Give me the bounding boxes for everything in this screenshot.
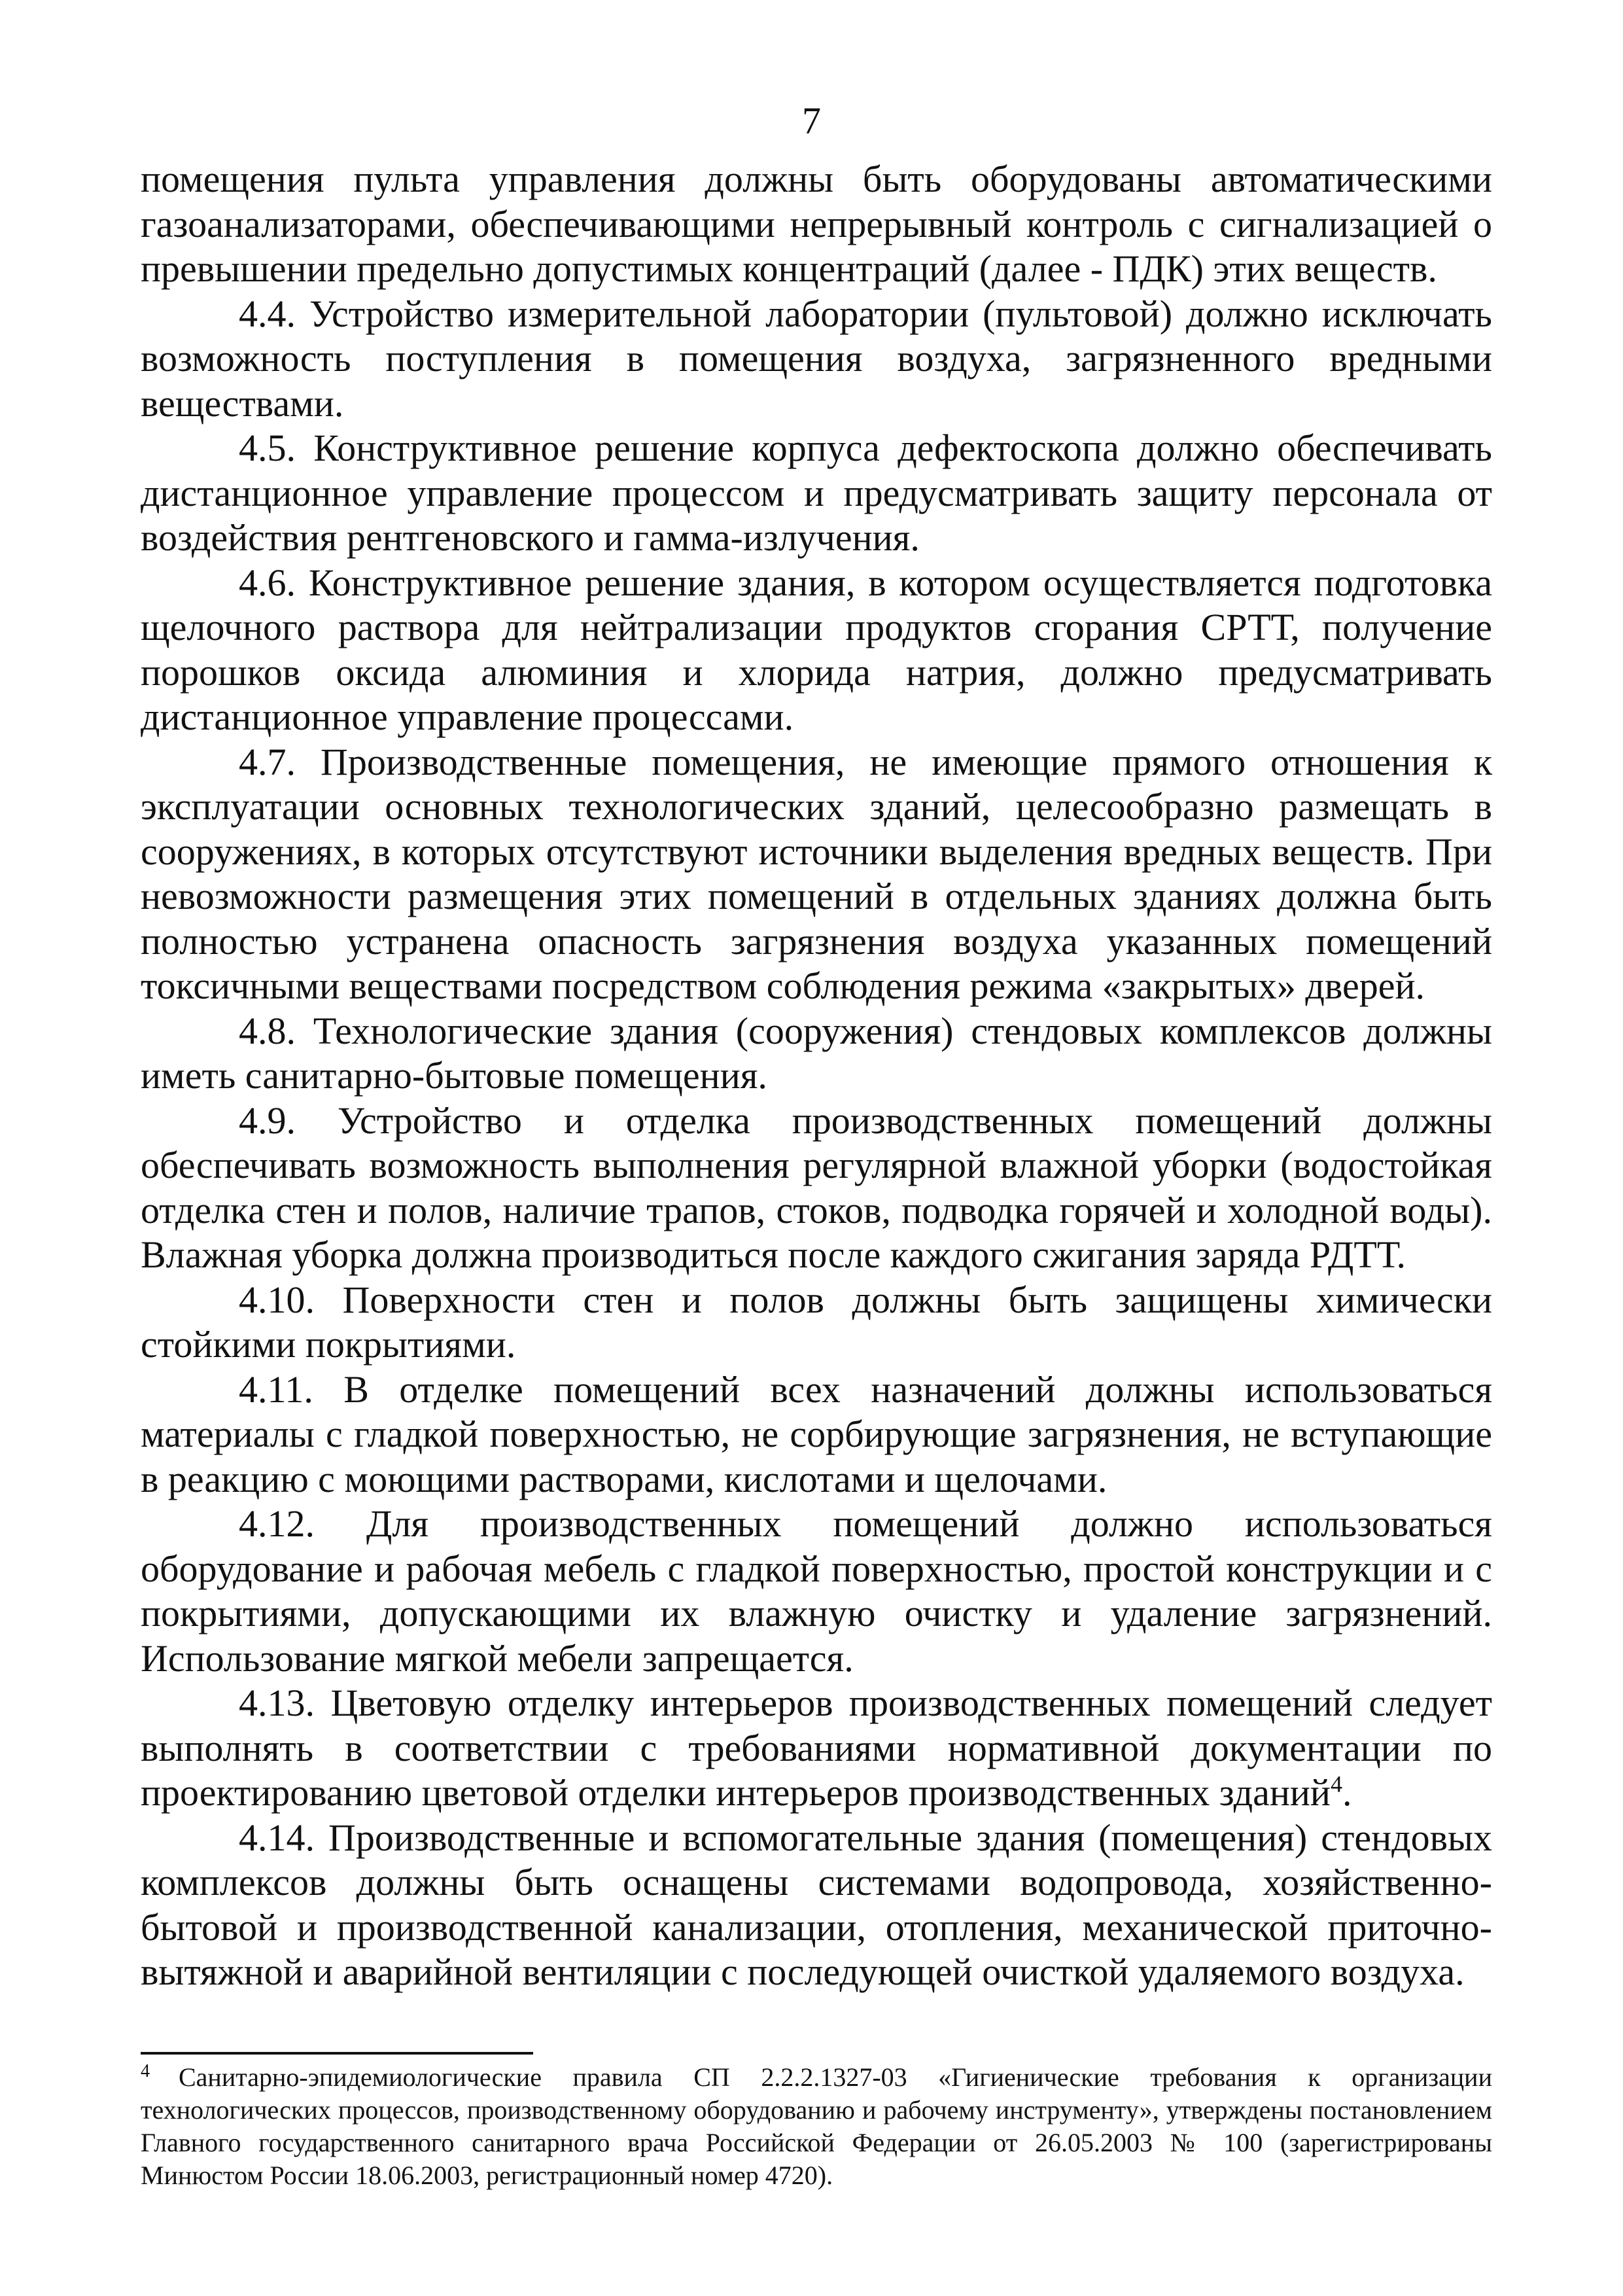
paragraph-4-8: 4.8. Технологические здания (сооружения) стендовых комплексов должны иметь санитарно-бытовые помещения.: [141, 1009, 1492, 1097]
paragraph-4-4: 4.4. Устройство измерительной лаборатории (пультовой) должно исключать возможность поступления в помещения воздуха, загрязненного вредными веществами.: [141, 292, 1492, 425]
paragraph-4-13-tail: .: [1342, 1771, 1352, 1814]
paragraph-4-13-text: 4.13. Цветовую отделку интерьеров производственных помещений следует выполнять в соответствии с требованиями нормативной документации по проектированию цветовой отделки интерьеров производственных зданий: [141, 1682, 1492, 1814]
footnote-reference[interactable]: 4: [1330, 1771, 1342, 1797]
page-number: 7: [802, 99, 821, 142]
paragraph-4-13: [141, 1681, 1492, 1816]
paragraph-continuation: помещения пульта управления должны быть оборудованы автоматическими газоанализаторами, обеспечивающими непрерывный контроль с сигнализацией о превышении предельно допустимых концентраций (далее - ПДК) этих веществ.: [141, 158, 1492, 290]
paragraph-4-6: 4.6. Конструктивное решение здания, в котором осуществляется подготовка щелочного раствора для нейтрализации продуктов сгорания СРТТ, получение порошков оксида алюминия и хлорида натрия, должно предусматривать дистанционное управление процессами.: [141, 561, 1492, 738]
body-text: [141, 157, 1492, 1995]
footnote-mark: 4: [141, 2060, 150, 2081]
paragraph-4-7: 4.7. Производственные помещения, не имеющие прямого отношения к эксплуатации основных технологических зданий, целесообразно размещать в сооружениях, в которых отсутствуют источники выделения вредных веществ. При невозможности размещения этих помещений в отдельных зданиях должна быть полностью устранена опасность загрязнения воздуха указанных помещений токсичными веществами посредством соблюдения режима «закрытых» дверей.: [141, 740, 1492, 1007]
footnote-text: Санитарно-эпидемиологические правила СП 2.2.2.1327-03 «Гигиенические требования к организации технологических процессов, производственному оборудованию и рабочему инструменту», утверждены постановлением Главного государственного санитарного врача Российской Федерации от 26.05.2003 № 100 (зарегистрированы Минюстом России 18.06.2003, регистрационный номер 4720).: [141, 2062, 1492, 2190]
paragraph-4-11: 4.11. В отделке помещений всех назначений должны использоваться материалы с гладкой поверхностью, не сорбирующие загрязнения, не вступающие в реакцию с моющими растворами, кислотами и щелочами.: [141, 1368, 1492, 1500]
paragraph-4-12: 4.12. Для производственных помещений должно использоваться оборудование и рабочая мебель с гладкой поверхностью, простой конструкции и с покрытиями, допускающими их влажную очистку и удаление загрязнений. Использование мягкой мебели запрещается.: [141, 1502, 1492, 1680]
paragraph-4-9: 4.9. Устройство и отделка производственных помещений должны обеспечивать возможность выполнения регулярной влажной уборки (водостойкая отделка стен и полов, наличие трапов, стоков, подводка горячей и холодной воды). Влажная уборка должна производиться после каждого сжигания заряда РДТТ.: [141, 1099, 1492, 1276]
paragraph-4-14: 4.14. Производственные и вспомогательные здания (помещения) стендовых комплексов должны быть оснащены системами водопровода, хозяйственно-бытовой и производственной канализации, отопления, механической приточно-вытяжной и аварийной вентиляции с последующей очисткой удаляемого воздуха.: [141, 1816, 1492, 1993]
footnote-separator: [141, 2052, 533, 2055]
paragraph-4-10: 4.10. Поверхности стен и полов должны быть защищены химически стойкими покрытиями.: [141, 1278, 1492, 1366]
paragraph-4-5: 4.5. Конструктивное решение корпуса дефектоскопа должно обеспечивать дистанционное управление процессом и предусматривать защиту персонала от воздействия рентгеновского и гамма-излучения.: [141, 427, 1492, 559]
footnote: [141, 2061, 1492, 2192]
